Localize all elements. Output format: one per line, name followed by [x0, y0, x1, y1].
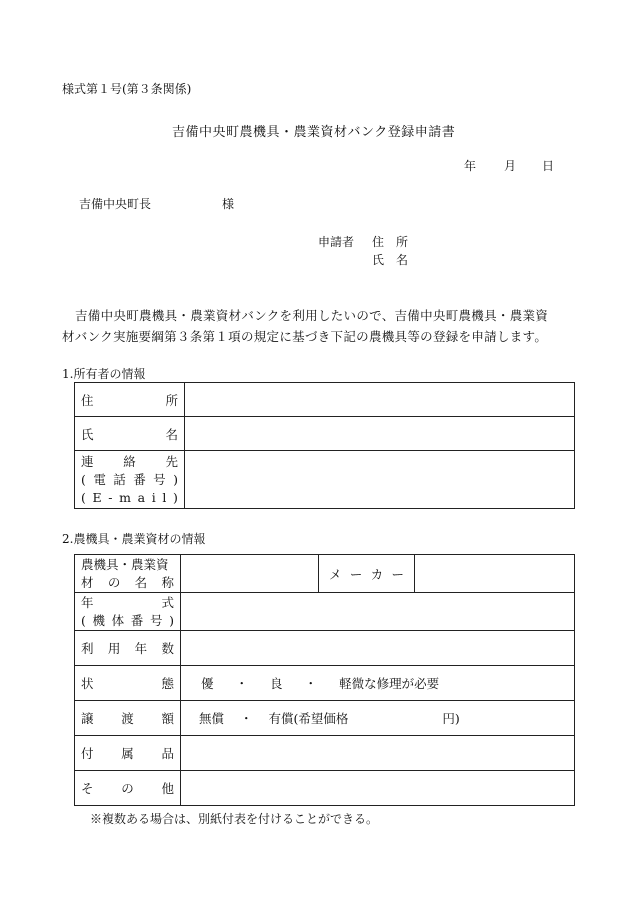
contact-label-cell	[75, 451, 185, 509]
request-paragraph	[62, 304, 566, 327]
address-label-cell	[75, 383, 185, 417]
char: 機	[92, 612, 106, 628]
accessories-field[interactable]	[181, 736, 575, 771]
char: 電	[93, 471, 106, 487]
maker-label	[329, 565, 404, 583]
transfer-paid-option[interactable]: 有償(希望価格	[268, 711, 349, 726]
years-used-label-cell	[75, 631, 181, 666]
char: (	[81, 489, 86, 505]
addressee-name: 吉備中央町長	[79, 197, 152, 211]
char: 号	[149, 612, 163, 628]
char: 品	[161, 746, 174, 761]
item-name-label-cell	[75, 555, 181, 593]
form-number: 様式第１号(第３条関係)	[62, 82, 192, 96]
char: ー	[349, 566, 363, 582]
char: (	[81, 471, 86, 487]
char: 付	[81, 746, 94, 761]
form-title: 吉備中央町農機具・農業資材バンク登録申請書	[172, 125, 456, 140]
phone-label	[81, 471, 178, 489]
char: l	[162, 489, 167, 505]
years-used-field[interactable]	[181, 631, 575, 666]
date-year: 年	[464, 159, 477, 173]
condition-excellent-option[interactable]: 優	[201, 676, 214, 691]
condition-options	[181, 674, 574, 692]
model-year-label-cell	[75, 593, 181, 631]
condition-minor-repair-option[interactable]: 軽微な修理が必要	[339, 676, 440, 691]
char: 体	[111, 612, 125, 628]
char: 利	[81, 641, 94, 656]
owner-info-table	[74, 382, 575, 509]
char: カ	[370, 566, 384, 582]
model-year-field[interactable]	[181, 593, 575, 631]
char: 式	[161, 594, 174, 610]
char: 称	[161, 574, 174, 590]
char: m	[119, 489, 132, 505]
section2-heading: 2.農機具・農業資材の情報	[62, 532, 206, 546]
applicant-address-label: 住 所	[372, 235, 409, 249]
item-name-label-line2	[81, 574, 174, 592]
char: 住	[81, 392, 94, 408]
accessories-label	[81, 744, 174, 762]
char: 名	[134, 574, 148, 590]
name-label	[81, 425, 178, 443]
serial-number-label	[81, 612, 174, 630]
char: )	[173, 471, 178, 487]
char: 状	[81, 676, 94, 691]
char: 他	[161, 781, 174, 796]
char: 用	[107, 641, 121, 656]
addressee-honorific: 様	[222, 197, 235, 211]
years-used-label	[81, 639, 174, 657]
separator: ・	[235, 676, 249, 691]
char: 話	[113, 471, 126, 487]
char: 渡	[121, 711, 134, 726]
transfer-amount-label	[81, 709, 174, 727]
char: そ	[81, 781, 94, 796]
date-month: 月	[504, 159, 517, 173]
equipment-info-table	[74, 554, 575, 806]
char: の	[107, 574, 121, 590]
transfer-free-option[interactable]: 無償	[199, 711, 225, 726]
char: 額	[161, 711, 174, 726]
char: 番	[133, 471, 146, 487]
other-label	[81, 779, 174, 797]
char: i	[151, 489, 156, 505]
char: 号	[153, 471, 166, 487]
char: 所	[165, 392, 178, 408]
char: 態	[161, 676, 174, 691]
char: 氏	[81, 426, 94, 442]
char: 年	[81, 594, 94, 610]
separator: ・	[304, 676, 318, 691]
char: 絡	[123, 453, 136, 469]
condition-label	[81, 674, 174, 692]
yen-suffix: 円)	[442, 711, 460, 726]
other-field[interactable]	[181, 771, 575, 806]
date-day: 日	[542, 159, 555, 173]
address-label	[81, 391, 178, 409]
separator: ・	[240, 711, 253, 726]
paragraph-line-1: 吉備中央町農機具・農業資材バンクを利用したいので、吉備中央町農機具・農業資	[75, 308, 549, 323]
char: 番	[130, 612, 144, 628]
item-name-label-line1: 農機具・農業資	[81, 556, 169, 572]
char: 数	[161, 641, 174, 656]
char: a	[137, 489, 146, 505]
contact-field[interactable]	[185, 451, 575, 509]
char: メ	[329, 566, 342, 582]
char: (	[81, 612, 86, 628]
section1-heading: 1.所有者の情報	[62, 367, 146, 381]
char: )	[169, 612, 174, 628]
char: 名	[165, 426, 178, 442]
email-label	[81, 489, 178, 507]
char: の	[121, 781, 134, 796]
applicant-name-label: 氏 名	[372, 253, 409, 267]
address-field[interactable]	[185, 383, 575, 417]
other-label-cell	[75, 771, 181, 806]
paragraph-line-2: 材バンク実施要綱第３条第１項の規定に基づき下記の農機具等の登録を申請します。	[62, 329, 548, 344]
char: 先	[165, 453, 178, 469]
char: 連	[81, 453, 94, 469]
transfer-amount-field[interactable]	[181, 701, 575, 736]
name-field[interactable]	[185, 417, 575, 451]
transfer-options	[181, 709, 574, 727]
transfer-amount-label-cell	[75, 701, 181, 736]
applicant-label: 申請者	[318, 235, 355, 249]
char: -	[108, 489, 113, 505]
char: 年	[134, 641, 148, 656]
name-label-cell	[75, 417, 185, 451]
char: E	[92, 489, 102, 505]
footnote: ※複数ある場合は、別紙付表を付けることができる。	[90, 812, 379, 826]
model-year-label	[81, 594, 174, 612]
char: )	[173, 489, 178, 505]
condition-field[interactable]	[181, 666, 575, 701]
maker-label-cell	[319, 555, 415, 593]
maker-field[interactable]	[415, 555, 575, 593]
contact-label	[81, 453, 178, 471]
char: 属	[121, 746, 134, 761]
accessories-label-cell	[75, 736, 181, 771]
condition-good-option[interactable]: 良	[270, 676, 283, 691]
char: 材	[81, 574, 94, 590]
char: ー	[391, 566, 404, 582]
item-name-field[interactable]	[181, 555, 319, 593]
char: 譲	[81, 711, 94, 726]
condition-label-cell	[75, 666, 181, 701]
